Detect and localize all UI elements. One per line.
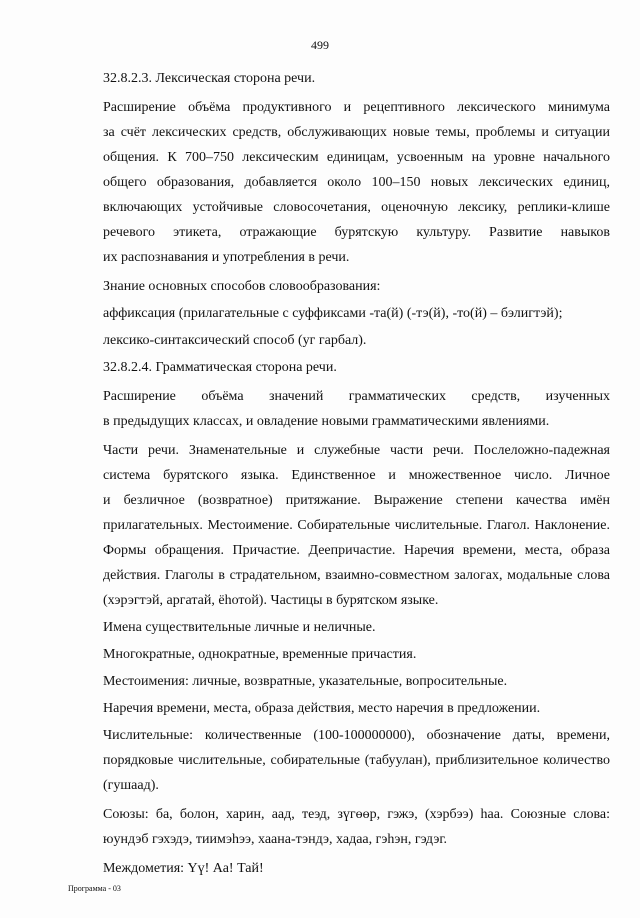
text-line: Числительные: количественные (100-100000000), обозначение даты, времени, — [103, 728, 610, 743]
affixation-item: аффиксация (прилагательные с суффиксами -та(й) (-тэ(й), -то(й) – бэлигтэй); — [103, 306, 563, 321]
text-line: в предыдущих классах, и овладение новыми грамматическими явлениями. — [103, 414, 550, 429]
text-line: прилагательных. Местоимение. Собирательные числительные. Глагол. Наклонение. — [103, 518, 610, 533]
text-line: Союзы: ба, болон, харин, аад, теэд, зүгөөр, гэжэ, (хэрбээ) hаа. Союзные слова: — [103, 807, 610, 822]
participles-item: Многократные, однократные, временные причастия. — [103, 647, 417, 662]
page-footer: Программа - 03 — [68, 884, 121, 893]
paragraph-lexical — [66, 95, 610, 270]
text-line: действия. Глаголы в страдательном, взаимно-совместном залогах, модальные слова — [103, 568, 610, 583]
text-line: и безличное (возвратное) притяжание. Выражение степени качества имён — [103, 493, 610, 508]
text-line: система бурятского языка. Единственное и множественное число. Личное — [103, 468, 610, 483]
lexical-syntactic-item: лексико-синтаксический способ (уг гарбал). — [103, 333, 367, 348]
paragraph-grammar — [66, 384, 610, 434]
page-number: 499 — [311, 38, 329, 52]
nouns-item: Имена существительные личные и неличные. — [103, 620, 376, 635]
text-line: порядковые числительные, собирательные (табуулан), приблизительное количество — [103, 753, 610, 768]
paragraph-parts-of-speech — [66, 438, 610, 613]
word-formation-title: Знание основных способов словообразования: — [103, 279, 381, 294]
interjections-item: Междометия: Үү! Аа! Тай! — [103, 861, 264, 876]
text-line: Части речи. Знаменательные и служебные части речи. Послеложно-падежная — [103, 443, 610, 458]
text-line: их распознавания и употребления в речи. — [103, 250, 350, 265]
text-line: (гушаад). — [103, 778, 159, 793]
text-line: Расширение объёма значений грамматических средств, изученных — [103, 389, 610, 404]
paragraph-numerals — [66, 723, 610, 798]
text-line: Расширение объёма продуктивного и рецептивного лексического минимума — [103, 100, 610, 115]
text-line: общего образования, добавляется около 100–150 новых лексических единиц, — [103, 175, 610, 190]
page-body — [66, 66, 610, 881]
text-line: Формы обращения. Причастие. Деепричастие. Наречия времени, места, образа — [103, 543, 610, 558]
section-lexical-heading: 32.8.2.3. Лексическая сторона речи. — [103, 71, 316, 86]
adverbs-item: Наречия времени, места, образа действия, место наречия в предложении. — [103, 701, 541, 716]
text-line: (хэрэгтэй, аргатай, ёhотой). Частицы в бурятском языке. — [103, 593, 439, 608]
text-line: за счёт лексических средств, обслуживающих новые темы, проблемы и ситуации — [103, 125, 610, 140]
pronouns-item: Местоимения: личные, возвратные, указательные, вопросительные. — [103, 674, 508, 689]
text-line: включающих устойчивые словосочетания, оценочную лексику, реплики-клише — [103, 200, 610, 215]
text-line: юундэб гэхэдэ, тиимэhээ, хаана-тэндэ, хадаа, гэhэн, гэдэг. — [103, 832, 448, 847]
paragraph-conjunctions — [66, 802, 610, 852]
text-line: общения. К 700–750 лексическим единицам, усвоенным на уровне начального — [103, 150, 610, 165]
text-line: речевого этикета, отражающие бурятскую культуру. Развитие навыков — [103, 225, 610, 240]
section-grammar-heading: 32.8.2.4. Грамматическая сторона речи. — [103, 360, 337, 375]
